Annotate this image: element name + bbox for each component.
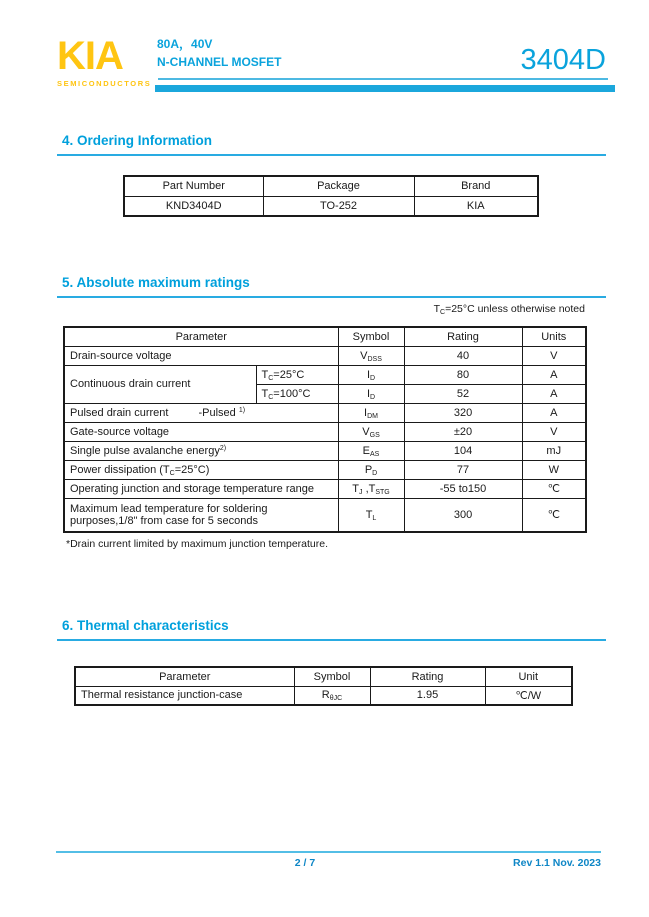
unit-cell: A [522, 384, 586, 403]
product-spec-line1: 80A，40V [157, 37, 213, 51]
ratings-header-row [64, 327, 586, 346]
kia-logo-text: KIA [57, 34, 123, 78]
parameter-cell: Pulsed drain current -Pulsed $^{1)}$ [64, 403, 338, 422]
rating-cell: 40 [404, 346, 522, 365]
section-title-thermal: 6. Thermal characteristics [62, 618, 229, 633]
footer-rule [56, 851, 601, 853]
parameter-cell: Power dissipation $(T_C=25^\circ C)$ [64, 460, 338, 479]
condition-cell: $T_C=25^\circ C$ [256, 365, 338, 384]
unit-cell: ℃ [522, 479, 586, 498]
rating-cell: 300 [404, 498, 522, 532]
section-rule-thermal [57, 639, 606, 641]
table-row-vgs [64, 422, 586, 441]
column-header-units: Units [522, 327, 586, 346]
table-row-eas [64, 441, 586, 460]
rating-cell: 104 [404, 441, 522, 460]
column-header-rating: Rating [404, 327, 522, 346]
section-rule-ratings [57, 296, 606, 298]
rating-cell: -55 to150 [404, 479, 522, 498]
kia-logo-subtext: SEMICONDUCTORS [57, 79, 152, 88]
rating-cell: 320 [404, 403, 522, 422]
column-header-symbol: Symbol [338, 327, 404, 346]
symbol-cell: $E_{AS}$ [338, 441, 404, 460]
rating-cell: ±20 [404, 422, 522, 441]
part-number-title: 3404D [520, 44, 606, 76]
parameter-cell: Continuous drain current [64, 365, 256, 403]
unit-cell: mJ [522, 441, 586, 460]
ordering-header-row [124, 176, 538, 196]
ordering-table [123, 175, 539, 217]
ratings-condition-note: $T_C=25^\circ C$ unless otherwise noted [433, 303, 585, 316]
table-row-id-25 [64, 365, 586, 384]
unit-cell: V [522, 422, 586, 441]
rating-cell: 80 [404, 365, 522, 384]
parameter-cell: Gate-source voltage [64, 422, 338, 441]
parameter-cell: Drain-source voltage [64, 346, 338, 365]
symbol-cell: $T_L$ [338, 498, 404, 532]
section-rule-ordering [57, 154, 606, 156]
rating-cell: 77 [404, 460, 522, 479]
ordering-data-row [124, 196, 538, 216]
table-row-tj-tstg [64, 479, 586, 498]
parameter-cell: Single pulse avalanche energy$^{2)}$ [64, 441, 338, 460]
ratings-footnote: *Drain current limited by maximum junction temperature. [66, 538, 329, 550]
symbol-cell: $T_J$ $,T_{STG}$ [338, 479, 404, 498]
absolute-maximum-ratings-table [63, 326, 587, 533]
thermal-characteristics-table [74, 666, 573, 706]
thermal-header-row [75, 667, 572, 686]
condition-cell: $T_C=100^\circ C$ [256, 384, 338, 403]
table-cell-package: TO-252 [263, 196, 414, 216]
section-title-ratings: 5. Absolute maximum ratings [62, 275, 250, 290]
table-row-idm [64, 403, 586, 422]
column-header-part-number: Part Number [124, 176, 263, 196]
column-header-unit: Unit [485, 667, 572, 686]
parameter-cell: Thermal resistance junction-case [75, 686, 294, 705]
table-row-rthjc [75, 686, 572, 705]
parameter-cell: Operating junction and storage temperature range [64, 479, 338, 498]
parameter-cell: Maximum lead temperature for soldering purposes,1/8" from case for 5 seconds [64, 498, 338, 532]
product-spec [157, 35, 281, 71]
table-row-vdss [64, 346, 586, 365]
table-cell-part-number: KND3404D [124, 196, 263, 216]
rating-cell: 1.95 [370, 686, 485, 705]
symbol-cell: $V_{DSS}$ [338, 346, 404, 365]
revision-label: Rev 1.1 Nov. 2023 [513, 857, 601, 869]
section-title-ordering: 4. Ordering Information [62, 133, 213, 148]
unit-cell: W [522, 460, 586, 479]
table-row-tl [64, 498, 586, 532]
header-thin-rule [158, 78, 608, 80]
column-header-brand: Brand [414, 176, 538, 196]
symbol-cell: $P_D$ [338, 460, 404, 479]
symbol-cell: $I_{DM}$ [338, 403, 404, 422]
table-row-pd [64, 460, 586, 479]
unit-cell: A [522, 403, 586, 422]
symbol-cell: $I_D$ [338, 384, 404, 403]
column-header-symbol: Symbol [294, 667, 370, 686]
product-spec-line2: N-CHANNEL MOSFET [157, 55, 282, 69]
unit-cell: A [522, 365, 586, 384]
column-header-rating: Rating [370, 667, 485, 686]
unit-cell: ℃ [522, 498, 586, 532]
column-header-parameter: Parameter [64, 327, 338, 346]
symbol-cell: $I_D$ [338, 365, 404, 384]
symbol-cell: $R_{\theta JC}$ [294, 686, 370, 705]
kia-logo [57, 36, 151, 88]
unit-cell: ℃/W [485, 686, 572, 705]
rating-cell: 52 [404, 384, 522, 403]
symbol-cell: $V_{GS}$ [338, 422, 404, 441]
unit-cell: V [522, 346, 586, 365]
header-accent-bar [155, 85, 615, 92]
page-number: 2 / 7 [294, 857, 316, 869]
table-cell-brand: KIA [414, 196, 538, 216]
column-header-parameter: Parameter [75, 667, 294, 686]
column-header-package: Package [263, 176, 414, 196]
